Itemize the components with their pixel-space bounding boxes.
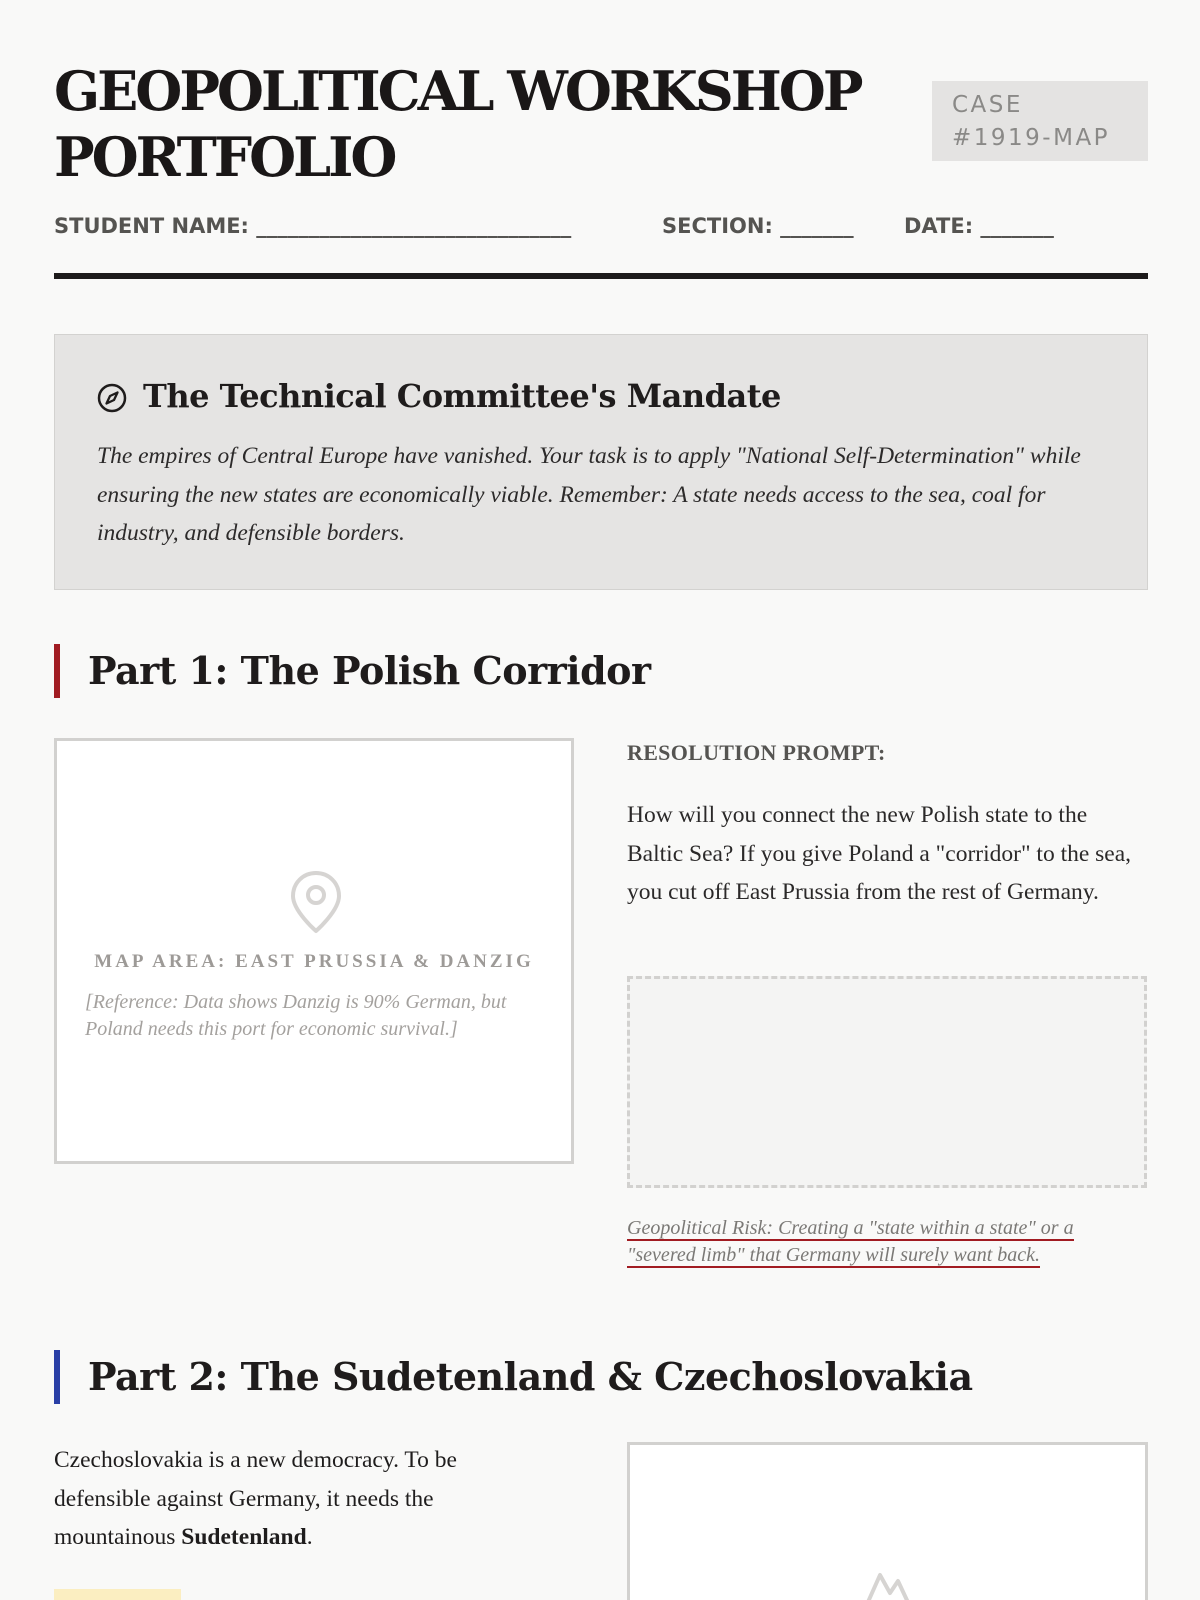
page-header [54, 58, 1148, 190]
section-field[interactable]: SECTION: _______ [662, 214, 854, 238]
resolution-prompt-label: RESOLUTION PROMPT: [627, 740, 886, 765]
compass-icon [97, 383, 127, 413]
case-badge: CASE #1919-MAP [932, 81, 1148, 161]
part1-heading [54, 644, 651, 698]
map-reference-note: [Reference: Data shows Danzig is 90% German, but Poland needs this port for economic survival.] [85, 991, 507, 1040]
part2-text-start: Czechoslovakia is a new democracy. To be defensible against Germany, it needs the mountainous [54, 1447, 457, 1550]
part1-heading-text: Part 1: The Polish Corridor [88, 648, 651, 693]
map-area-label: MAP AREA: EAST PRUSSIA & DANZIG [94, 951, 534, 972]
highlight-tag [54, 1589, 181, 1600]
risk-note-text: Geopolitical Risk: Creating a "state within a state" or a "severed limb" that Germany will surely want back. [627, 1217, 1074, 1266]
part2-heading [54, 1350, 973, 1404]
sudetenland-term: Sudetenland [181, 1524, 307, 1550]
geopolitical-risk-note [627, 1215, 1147, 1269]
part1-accent-bar [54, 644, 60, 698]
map-area-east-prussia [54, 738, 574, 1164]
part2-text-end: . [306, 1524, 313, 1550]
mandate-text: The empires of Central Europe have vanished. Your task is to apply "National Self-Determination" while ensuring the new states are economically viable. Remember: A state needs access to the sea, coal for industry, and defensible borders. [97, 443, 1081, 546]
page-title: GEOPOLITICAL WORKSHOP PORTFOLIO [54, 59, 861, 189]
map-pin-icon [289, 869, 343, 935]
mountain-icon [860, 1563, 916, 1600]
resolution-prompt-text: How will you connect the new Polish state to the Baltic Sea? If you give Poland a "corridor" to the sea, you cut off East Prussia from the rest of Germany. [627, 802, 1132, 905]
mandate-panel [54, 334, 1148, 590]
part2-heading-text: Part 2: The Sudetenland & Czechoslovakia [88, 1354, 973, 1399]
header-divider [54, 273, 1148, 279]
mandate-title: The Technical Committee's Mandate [143, 377, 781, 415]
answer-input-box[interactable] [627, 976, 1147, 1188]
date-field[interactable]: DATE: _______ [904, 214, 1054, 238]
part2-text [54, 1441, 524, 1557]
student-name-field[interactable]: STUDENT NAME: ______________________________ [54, 214, 572, 238]
map-area-sudetenland [627, 1442, 1148, 1600]
part2-accent-bar [54, 1350, 60, 1404]
